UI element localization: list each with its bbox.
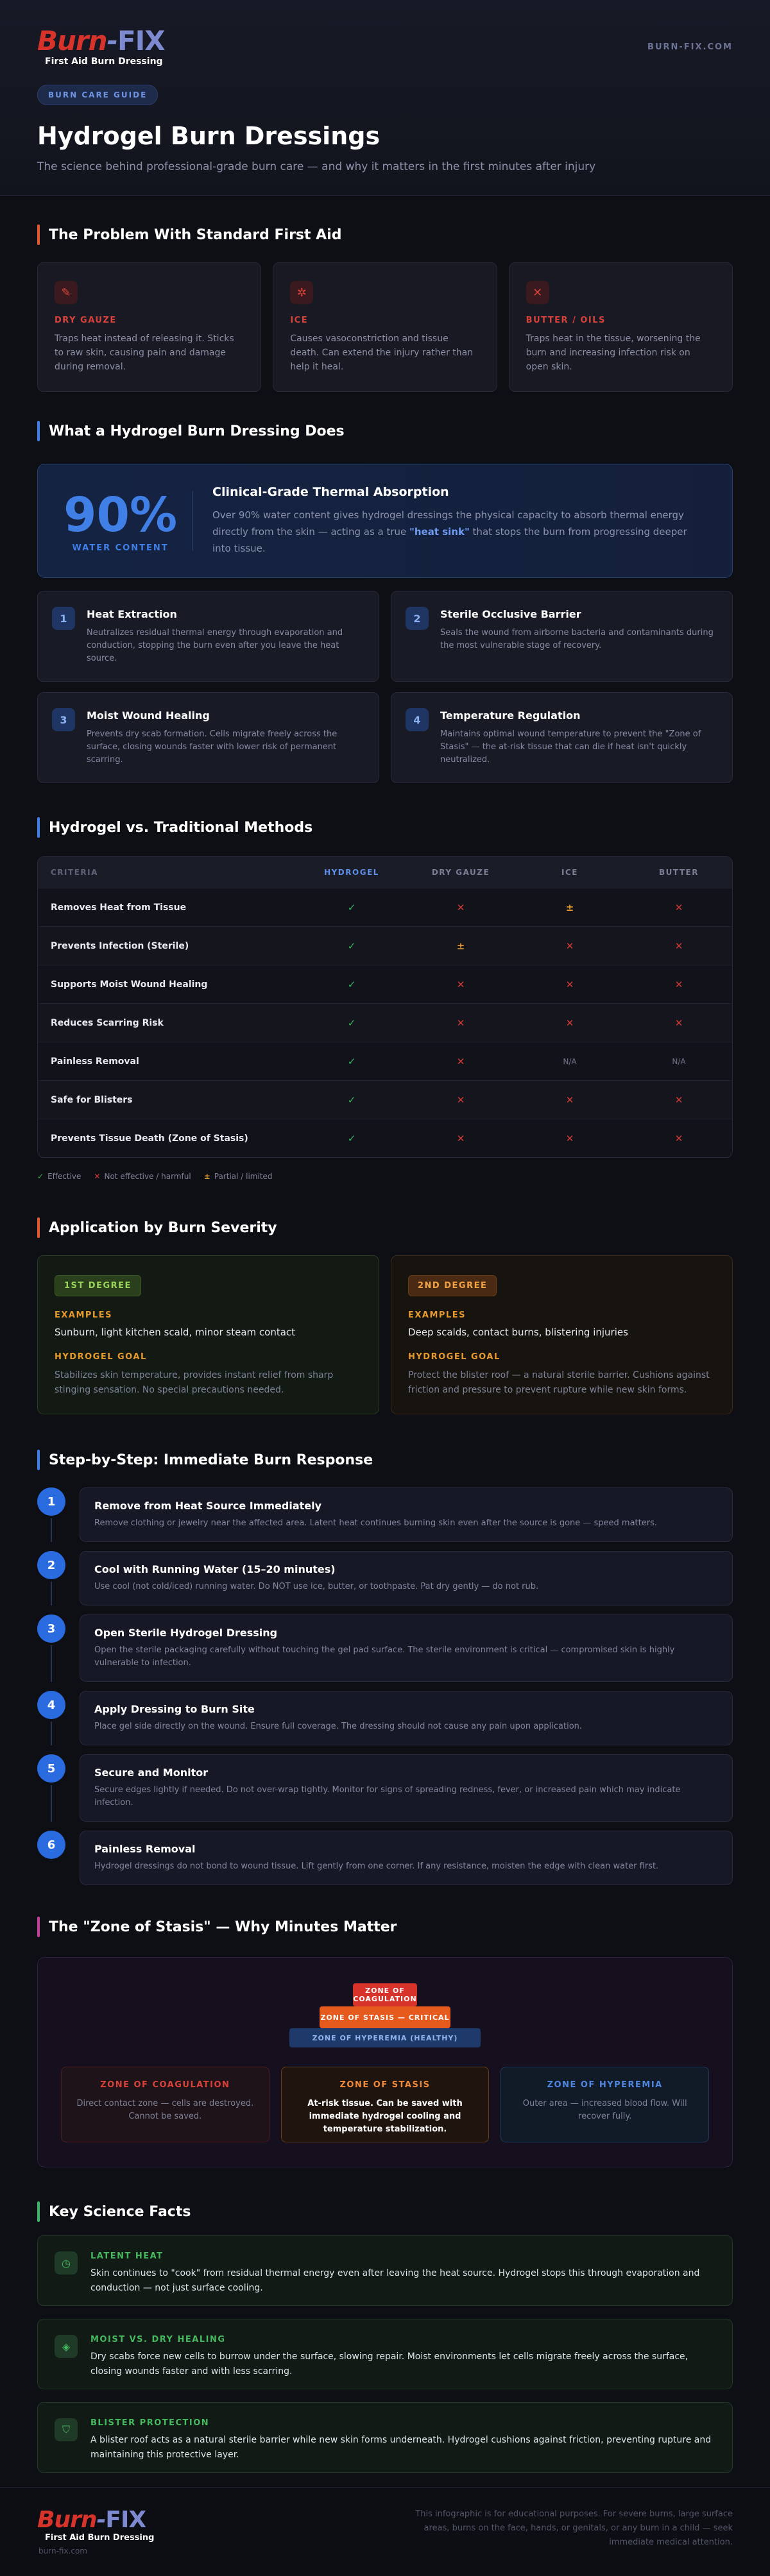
stat-value: 90%	[64, 487, 178, 543]
rating-cell: ✕	[674, 1132, 683, 1144]
table-header-row	[38, 857, 732, 888]
fact-label: LATENT HEAT	[90, 2251, 164, 2261]
step-card	[80, 1754, 733, 1822]
fact-text: Dry scabs force new cells to burrow under the surface, slowing repair. Moist environments let cells migrate freely across the surface, closing wounds faster and with less scarring.	[90, 2351, 689, 2377]
step-connector	[51, 1722, 52, 1745]
step-number: 4	[37, 1691, 65, 1719]
clock-icon: ◷	[55, 2251, 78, 2275]
feature-title: Heat Extraction	[87, 608, 177, 620]
stat-label: WATER CONTENT	[72, 543, 169, 553]
criteria-cell: Removes Heat from Tissue	[51, 902, 187, 913]
step-number: 3	[37, 1614, 65, 1643]
rating-cell: ✕	[456, 901, 465, 913]
problem-card-butter	[509, 262, 733, 392]
rating-cell: ✕	[565, 1094, 574, 1106]
water-content-stat	[37, 464, 733, 578]
step-connector	[51, 1518, 52, 1542]
footer-url-link[interactable]: burn-fix.com	[38, 2546, 87, 2555]
section-title: Step-by-Step: Immediate Burn Response	[37, 1449, 733, 1471]
zone-cards	[61, 2067, 709, 2142]
criteria-cell: Reduces Scarring Risk	[51, 1017, 164, 1028]
table-row	[38, 888, 732, 926]
guide-pill: BURN CARE GUIDE	[37, 85, 158, 105]
criteria-cell: Prevents Tissue Death (Zone of Stasis)	[51, 1133, 248, 1144]
rating-cell: ✕	[565, 1017, 574, 1029]
step-text: Use cool (not cold/iced) running water. Do NOT use ice, butter, or toothpaste. Pat dry gently — do not rub.	[94, 1582, 539, 1591]
section-title: Hydrogel vs. Traditional Methods	[37, 817, 733, 838]
table-row	[38, 926, 732, 965]
rating-cell: ✕	[456, 1094, 465, 1106]
feature-title: Moist Wound Healing	[87, 709, 210, 722]
examples-text: Sunburn, light kitchen scald, minor steam contact	[55, 1326, 296, 1338]
step-title: Cool with Running Water (15–20 minutes)	[94, 1563, 336, 1575]
section-title: The Problem With Standard First Aid	[37, 224, 733, 246]
problem-card-gauze	[37, 262, 261, 392]
goal-label: HYDROGEL GOAL	[408, 1352, 501, 1362]
what-section	[0, 420, 770, 783]
heat-sink-highlight: "heat sink"	[409, 526, 470, 538]
problem-card-ice	[273, 262, 497, 392]
zone-card-title: ZONE OF HYPEREMIA	[547, 2080, 663, 2090]
criteria-cell: Painless Removal	[51, 1056, 139, 1067]
step-number: 1	[37, 1487, 65, 1516]
logo-wordmark: Burn-FIX	[37, 2507, 146, 2533]
fact-text: Skin continues to "cook" from residual thermal energy even after leaving the heat source. Hydrogel stops this through evaporation and conduction — not just surface cooling.	[90, 2268, 700, 2293]
step-title: Open Sterile Hydrogel Dressing	[94, 1627, 278, 1639]
section-accent-bar	[37, 1450, 40, 1470]
shield-icon: ⛉	[55, 2418, 78, 2441]
table-row	[38, 1119, 732, 1157]
compare-section	[0, 817, 770, 1181]
fact-label: BLISTER PROTECTION	[90, 2418, 210, 2428]
column-header: HYDROGEL	[324, 868, 379, 877]
step-item	[37, 1691, 733, 1745]
step-title: Remove from Heat Source Immediately	[94, 1500, 322, 1512]
step-item	[37, 1754, 733, 1822]
rating-cell: ✕	[674, 978, 683, 990]
step-connector	[51, 1582, 52, 1606]
rating-cell: ✕	[565, 1132, 574, 1144]
zone-layer-coagulation: ZONE OF COAGULATION	[353, 1983, 417, 2006]
legend-item: ✓ Effective	[37, 1172, 81, 1181]
problem-label: DRY GAUZE	[55, 316, 117, 325]
steps-list	[37, 1487, 733, 1885]
step-card	[80, 1691, 733, 1745]
cross-icon: ✕	[526, 281, 549, 304]
examples-text: Deep scalds, contact burns, blistering injuries	[408, 1326, 628, 1338]
rating-cell: ✕	[565, 940, 574, 952]
section-title: Key Science Facts	[37, 2201, 733, 2223]
problem-text: Traps heat instead of releasing it. Sticks to raw skin, causing pain and damage during removal.	[55, 334, 234, 372]
steps-section	[0, 1449, 770, 1885]
zone-card-text: Outer area — increased blood flow. Will recover fully.	[522, 2099, 687, 2121]
severity-card-first-degree	[37, 1255, 379, 1414]
brand-tagline: First Aid Burn Dressing	[45, 2533, 155, 2543]
zone-card-title: ZONE OF STASIS	[339, 2080, 431, 2090]
step-item	[37, 1487, 733, 1542]
step-text: Place gel side directly on the wound. Ensure full coverage. The dressing should not cause any pain upon application.	[94, 1722, 583, 1731]
zone-card-hyperemia	[501, 2067, 709, 2142]
rating-cell: N/A	[563, 1056, 577, 1066]
column-header: BUTTER	[659, 868, 699, 877]
zone-diagram	[37, 1957, 733, 2167]
step-number: 6	[37, 1831, 65, 1859]
stat-body	[212, 485, 706, 557]
severity-section	[0, 1217, 770, 1414]
rating-cell: ✕	[456, 1017, 465, 1029]
snowflake-icon: ✲	[290, 281, 313, 304]
feature-card	[391, 591, 733, 682]
rating-cell: ✓	[347, 1132, 356, 1144]
rating-cell: ✕	[456, 1132, 465, 1144]
column-header: DRY GAUZE	[431, 868, 490, 877]
criteria-cell: Safe for Blisters	[51, 1094, 133, 1105]
goal-text: Protect the blister roof — a natural sterile barrier. Cushions against friction and pressure to prevent rupture while new skin forms.	[408, 1370, 710, 1395]
science-fact	[37, 2402, 733, 2473]
rating-cell: ✕	[565, 978, 574, 990]
site-url-link[interactable]: BURN-FIX.COM	[647, 42, 733, 52]
step-connector	[51, 1645, 52, 1682]
feature-title: Sterile Occlusive Barrier	[440, 608, 581, 620]
section-accent-bar	[37, 421, 40, 441]
step-title: Painless Removal	[94, 1843, 196, 1855]
step-item	[37, 1614, 733, 1682]
zone-card-text: At-risk tissue. Can be saved with immediate hydrogel cooling and temperature stabilization.	[307, 2099, 463, 2134]
feature-title: Temperature Regulation	[440, 709, 581, 722]
feature-number: 1	[52, 607, 75, 630]
criteria-cell: Prevents Infection (Sterile)	[51, 940, 189, 951]
stat-figure	[64, 489, 177, 553]
rating-cell: ✕	[674, 1017, 683, 1029]
step-title: Secure and Monitor	[94, 1767, 209, 1779]
zone-layer-stasis: ZONE OF STASIS — CRITICAL	[320, 2006, 450, 2028]
brand-tagline: First Aid Burn Dressing	[45, 56, 163, 67]
severity-cards	[37, 1255, 733, 1414]
rating-cell: ✓	[347, 1017, 356, 1029]
feature-number: 4	[406, 708, 429, 731]
examples-label: EXAMPLES	[408, 1310, 466, 1320]
step-card	[80, 1551, 733, 1606]
step-number: 5	[37, 1754, 65, 1783]
step-item	[37, 1551, 733, 1606]
criteria-cell: Supports Moist Wound Healing	[51, 979, 208, 990]
page-footer	[0, 2487, 770, 2576]
examples-label: EXAMPLES	[55, 1310, 112, 1320]
logo-wordmark: Burn-FIX	[37, 25, 165, 56]
zone-card-title: ZONE OF COAGULATION	[100, 2080, 230, 2090]
page-subtitle: The science behind professional-grade burn care — and why it matters in the first minutes after injury	[37, 160, 596, 173]
section-title: What a Hydrogel Burn Dressing Does	[37, 420, 733, 442]
problem-text: Causes vasoconstriction and tissue death. Can extend the injury rather than help it heal.	[290, 334, 474, 372]
column-header: ICE	[561, 868, 578, 877]
stat-heading: Clinical-Grade Thermal Absorption	[212, 485, 449, 499]
section-title: The "Zone of Stasis" — Why Minutes Matter	[37, 1916, 733, 1938]
legend-item: ± Partial / limited	[203, 1172, 273, 1181]
feature-card	[391, 692, 733, 783]
step-item	[37, 1831, 733, 1885]
rating-cell: ✕	[674, 1094, 683, 1106]
rating-cell: ✕	[674, 901, 683, 913]
bandage-icon: ✎	[55, 281, 78, 304]
footer-disclaimer: This infographic is for educational purposes. For severe burns, large surface areas, burns on the face, hands, or genitals, or any burn in a child — seek immediate medical attention.	[415, 2509, 733, 2547]
table-row	[38, 1080, 732, 1119]
column-header: CRITERIA	[51, 868, 98, 877]
feature-text: Maintains optimal wound temperature to prevent the "Zone of Stasis" — the at-risk tissue that can die if heat isn't quickly neutralized.	[440, 729, 701, 765]
science-section	[0, 2201, 770, 2473]
zone-section	[0, 1916, 770, 2167]
feature-number: 2	[406, 607, 429, 630]
rating-cell: ✓	[347, 940, 356, 952]
table-legend	[37, 1172, 733, 1181]
stat-text: Over 90% water content gives hydrogel dressings the physical capacity to absorb thermal energy directly from the skin — acting as a true "heat sink" that stops the burn from progressing deeper into tissue.	[212, 509, 687, 554]
feature-card	[37, 692, 379, 783]
feature-text: Prevents dry scab formation. Cells migrate freely across the surface, closing wounds faster with lower risk of permanent scarring.	[87, 729, 338, 765]
zone-layer-hyperemia: ZONE OF HYPEREMIA (HEALTHY)	[289, 2028, 481, 2047]
goal-text: Stabilizes skin temperature, provides instant relief from sharp stinging sensation. No special precautions needed.	[55, 1370, 334, 1395]
step-card	[80, 1487, 733, 1542]
section-accent-bar	[37, 1917, 40, 1937]
step-title: Apply Dressing to Burn Site	[94, 1703, 255, 1715]
section-title: Application by Burn Severity	[37, 1217, 733, 1239]
step-card	[80, 1831, 733, 1885]
step-text: Open the sterile packaging carefully without touching the gel pad surface. The sterile environment is critical — compromised skin is highly vulnerable to infection.	[94, 1645, 675, 1668]
fact-text: A blister roof acts as a natural sterile barrier while new skin forms underneath. Hydrogel cushions against friction, preventing rupture and maintaining this protective layer.	[90, 2435, 712, 2460]
comparison-table	[37, 856, 733, 1158]
rating-cell: ✓	[347, 1094, 356, 1106]
problem-cards	[37, 262, 733, 392]
science-fact	[37, 2319, 733, 2389]
zone-pyramid	[61, 1983, 709, 2050]
step-connector	[51, 1785, 52, 1822]
legend-item: ✕ Not effective / harmful	[94, 1172, 191, 1181]
problem-label: BUTTER / OILS	[526, 316, 606, 325]
section-accent-bar	[37, 1217, 40, 1238]
page-title: Hydrogel Burn Dressings	[37, 122, 381, 150]
rating-cell: ✕	[456, 1055, 465, 1067]
step-number: 2	[37, 1551, 65, 1579]
rating-cell: ✕	[456, 978, 465, 990]
feature-card	[37, 591, 379, 682]
table-row	[38, 965, 732, 1003]
rating-cell: ±	[565, 901, 574, 913]
step-text: Secure edges lightly if needed. Do not over-wrap tightly. Monitor for signs of spreading redness, fever, or increased pain which may indicate infection.	[94, 1785, 681, 1808]
feature-text: Seals the wound from airborne bacteria and contaminants during the most vulnerable stage of recovery.	[440, 628, 714, 650]
step-text: Hydrogel dressings do not bond to wound tissue. Lift gently from one corner. If any resistance, moisten the edge with clean water first.	[94, 1861, 659, 1871]
problem-label: ICE	[290, 316, 309, 325]
zone-card-text: Direct contact zone — cells are destroyed. Cannot be saved.	[76, 2099, 254, 2121]
problem-text: Traps heat in the tissue, worsening the burn and increasing infection risk on open skin.	[526, 334, 701, 372]
section-accent-bar	[37, 2201, 40, 2222]
feature-grid	[37, 591, 733, 783]
rating-cell: ✓	[347, 1055, 356, 1067]
severity-badge: 1ST DEGREE	[55, 1275, 141, 1296]
table-row	[38, 1042, 732, 1080]
rating-cell: ✓	[347, 978, 356, 990]
goal-label: HYDROGEL GOAL	[55, 1352, 147, 1362]
feature-text: Neutralizes residual thermal energy through evaporation and conduction, stopping the burn even after you leave the heat source.	[87, 628, 343, 663]
section-accent-bar	[37, 817, 40, 838]
rating-cell: ✓	[347, 901, 356, 913]
section-accent-bar	[37, 225, 40, 245]
table-row	[38, 1003, 732, 1042]
zone-card-stasis	[281, 2067, 490, 2142]
rating-cell: ±	[456, 940, 465, 952]
rating-cell: N/A	[672, 1056, 686, 1066]
droplet-icon: ◈	[55, 2335, 78, 2358]
step-card	[80, 1614, 733, 1682]
brand-logo[interactable]	[37, 26, 733, 67]
step-text: Remove clothing or jewelry near the affected area. Latent heat continues burning skin even after the source is gone — speed matters.	[94, 1518, 657, 1528]
science-fact	[37, 2235, 733, 2306]
problem-section	[0, 224, 770, 392]
zone-card-coagulation	[61, 2067, 270, 2142]
rating-cell: ✕	[674, 940, 683, 952]
fact-label: MOIST VS. DRY HEALING	[90, 2335, 226, 2344]
hero-header	[0, 0, 770, 196]
feature-number: 3	[52, 708, 75, 731]
severity-badge: 2ND DEGREE	[408, 1275, 497, 1296]
severity-card-second-degree	[391, 1255, 733, 1414]
